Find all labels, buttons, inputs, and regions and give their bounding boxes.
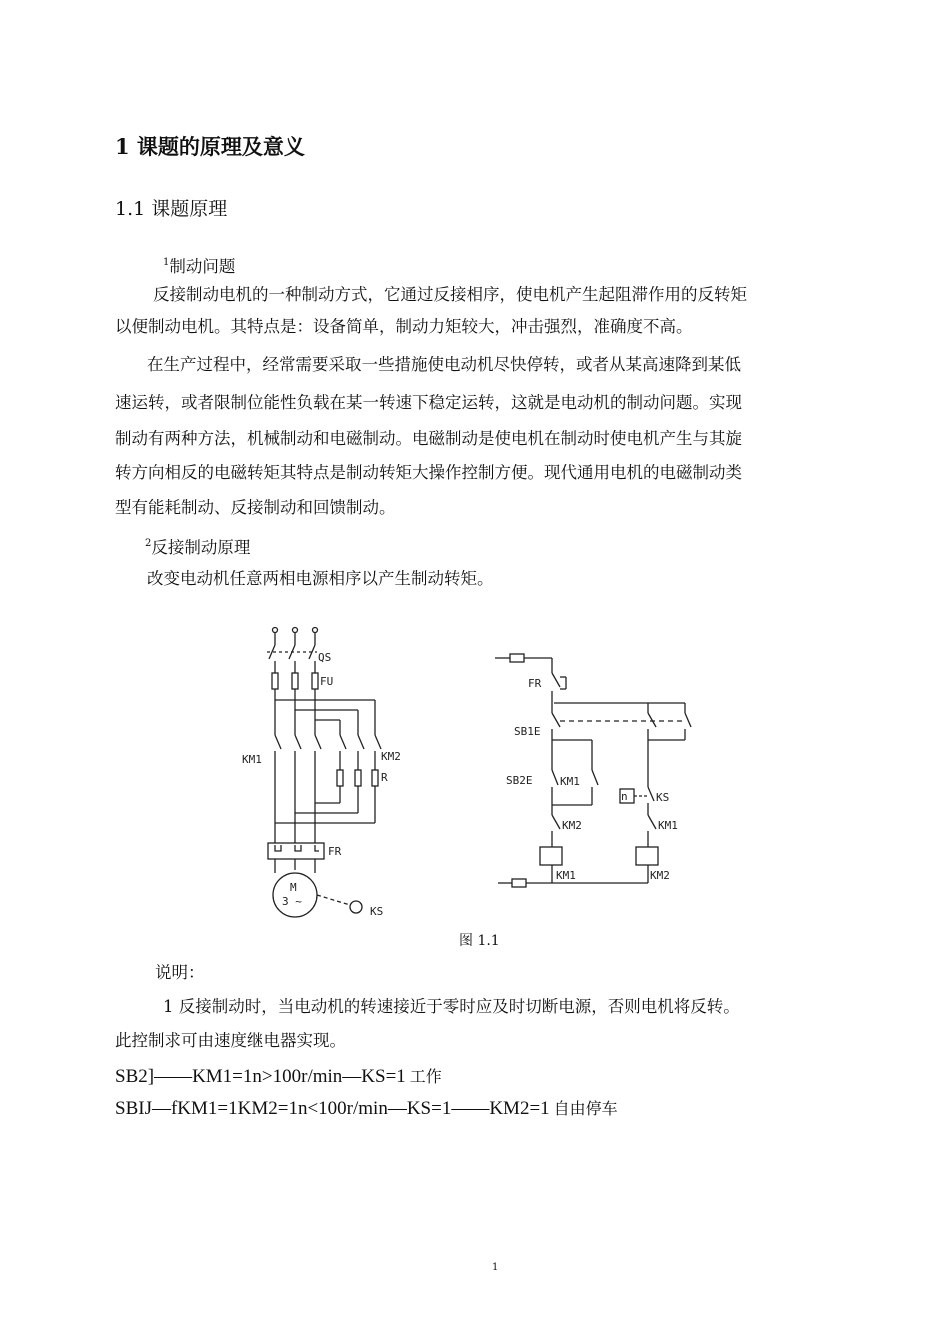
label-km1: KM1: [242, 753, 262, 766]
label-sb1: SB1E: [514, 725, 541, 738]
formula-text: SB2]——KM1=1n>100r/min—KS=1: [115, 1066, 406, 1087]
paragraph-line: 在生产过程中，经常需要采取一些措施使电动机尽快停转，或者从某高速降到某低: [147, 355, 741, 374]
label-motor-m: M: [290, 881, 297, 894]
item-braking-problem: [163, 247, 235, 283]
paragraph-line: 改变电动机任意两相电源相序以产生制动转矩。: [147, 569, 494, 588]
label-r: R: [381, 771, 388, 784]
paragraph-line: 此控制求可由速度继电器实现。: [115, 1031, 346, 1050]
label-km2: KM2: [381, 750, 401, 763]
paragraph-line: 制动有两种方法，机械制动和电磁制动。电磁制动是使电机在制动时使电机产生与其旋: [115, 429, 742, 448]
label-ks: KS: [370, 905, 384, 918]
item-label: 反接制动原理: [151, 538, 251, 557]
paragraph-line: 反接制动电机的一种制动方式，它通过反接相序，使电机产生起阻滞作用的反转矩: [153, 285, 747, 304]
label-n: n: [621, 790, 628, 803]
heading-section: 1.1 课题原理: [115, 198, 228, 220]
paragraph-line: 1 反接制动时，当电动机的转速接近于零时应及时切断电源，否则电机将反转。: [163, 997, 740, 1016]
paragraph-line: 速运转，或者限制位能性负载在某一转速下稳定运转，这就是电动机的制动问题。实现: [115, 393, 742, 412]
label-qs: QS: [318, 651, 332, 664]
label-km2-contact: KM2: [562, 819, 582, 832]
label-coil-km2: KM2: [650, 869, 670, 882]
item-reverse-braking-principle: [145, 528, 250, 564]
page-number: 1: [492, 1262, 499, 1273]
figure-caption: 图 1.1: [459, 933, 500, 949]
circuit-figure: [240, 615, 710, 925]
item-label: 制动问题: [169, 257, 236, 276]
formula-line-2: [115, 1096, 618, 1120]
label-km1-contact: KM1: [560, 775, 580, 788]
note-label: 说明：: [155, 963, 205, 982]
label-fu: FU: [320, 675, 334, 688]
formula-tail: 自由停车: [549, 1101, 618, 1118]
label-motor-3: 3 ~: [282, 895, 302, 908]
paragraph-line: 型有能耗制动、反接制动和回馈制动。: [115, 498, 396, 517]
item-number: 2: [145, 538, 152, 549]
paragraph-line: 以便制动电机。其特点是：设备简单，制动力矩较大，冲击强烈，准确度不高。: [115, 317, 693, 336]
paragraph-line: 转方向相反的电磁转矩其特点是制动转矩大操作控制方便。现代通用电机的电磁制动类: [115, 463, 742, 482]
heading-chapter: 1 课题的原理及意义: [115, 134, 305, 159]
formula-text: SBIJ—fKM1=1KM2=1n<100r/min—KS=1——KM2=1: [115, 1098, 550, 1119]
label-fr: FR: [328, 845, 342, 858]
label-km1-nc: KM1: [658, 819, 678, 832]
item-number: 1: [163, 257, 170, 268]
label-fr-right: FR: [528, 677, 542, 690]
label-ks-right: KS: [656, 791, 670, 804]
label-coil-km1: KM1: [556, 869, 576, 882]
formula-line-1: [115, 1064, 442, 1088]
label-sb2: SB2E: [506, 774, 533, 787]
formula-tail: 工作: [405, 1069, 442, 1086]
